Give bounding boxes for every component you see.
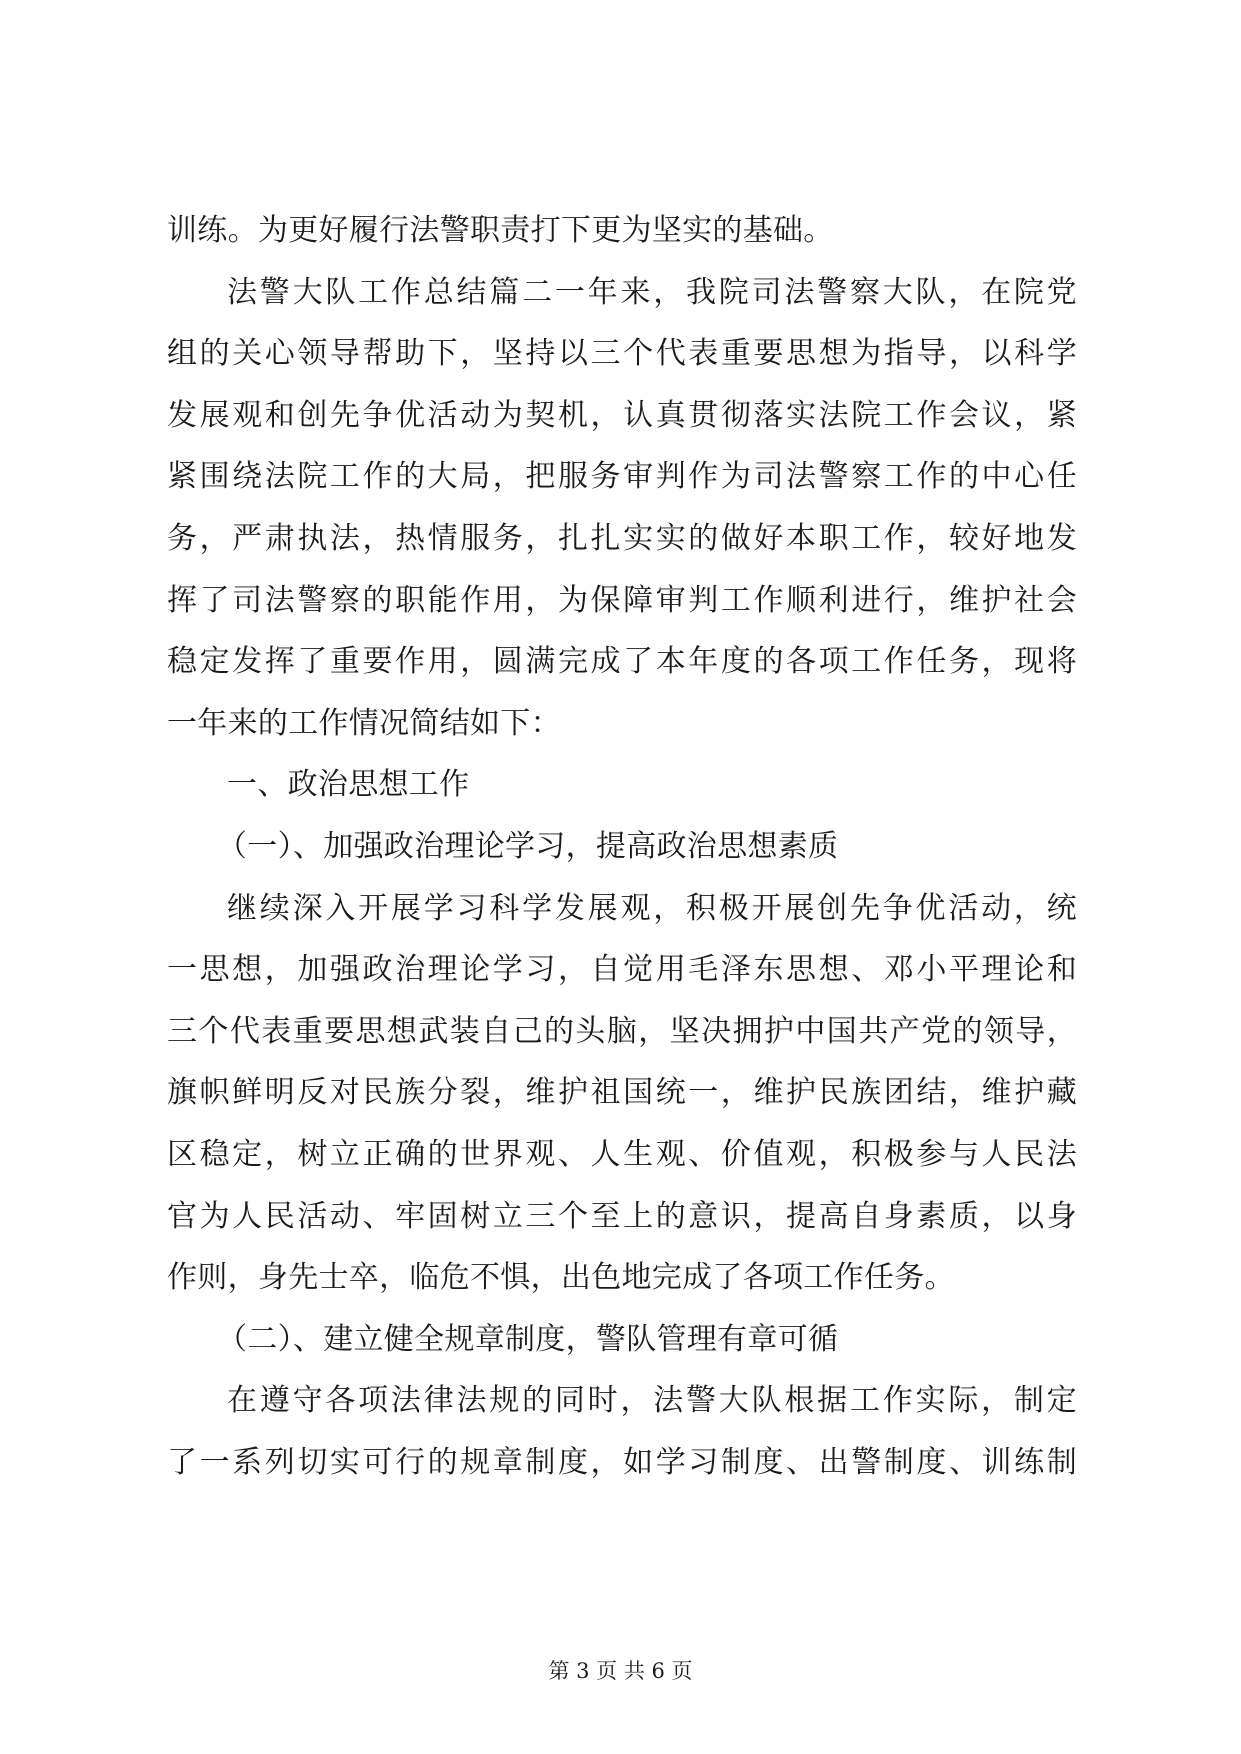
subsection-heading: （一）、加强政治理论学习，提高政治思想素质 <box>217 828 839 864</box>
paragraph-line: 务，严肃执法，热情服务，扎扎实实的做好本职工作，较好地发 <box>167 520 1077 556</box>
section-heading: 一、政治思想工作 <box>227 767 470 803</box>
paragraph-line: 继续深入开展学习科学发展观，积极开展创先争优活动，统 <box>227 890 1077 926</box>
paragraph-line: 一年来的工作情况简结如下： <box>167 705 561 741</box>
subsection-heading: （二）、建立健全规章制度，警队管理有章可循 <box>217 1321 839 1357</box>
document-body <box>167 200 1077 1493</box>
paragraph-line: 官为人民活动、牢固树立三个至上的意识，提高自身素质，以身 <box>167 1198 1077 1234</box>
paragraph-line: 旗帜鲜明反对民族分裂，维护祖国统一，维护民族团结，维护藏 <box>167 1075 1077 1111</box>
paragraph-line: 三个代表重要思想武装自己的头脑，坚决拥护中国共产党的领导， <box>167 1013 1077 1049</box>
paragraph-line: 组的关心领导帮助下，坚持以三个代表重要思想为指导，以科学 <box>167 336 1077 372</box>
paragraph-line: 了一系列切实可行的规章制度，如学习制度、出警制度、训练制 <box>167 1444 1077 1480</box>
paragraph-line: 稳定发挥了重要作用，圆满完成了本年度的各项工作任务，现将 <box>167 644 1077 680</box>
paragraph-line: 一思想，加强政治理论学习，自觉用毛泽东思想、邓小平理论和 <box>167 952 1077 988</box>
paragraph-line: 挥了司法警察的职能作用，为保障审判工作顺利进行，维护社会 <box>167 582 1077 618</box>
paragraph-line: 作则，身先士卒，临危不惧，出色地完成了各项工作任务。 <box>167 1260 955 1296</box>
paragraph-line: 发展观和创先争优活动为契机，认真贯彻落实法院工作会议，紧 <box>167 397 1077 433</box>
body-line: 训练。为更好履行法警职责打下更为坚实的基础。 <box>167 213 834 248</box>
paragraph-line: 在遵守各项法律法规的同时，法警大队根据工作实际，制定 <box>227 1383 1077 1419</box>
paragraph-line: 区稳定，树立正确的世界观、人生观、价值观，积极参与人民法 <box>167 1136 1077 1172</box>
paragraph-line: 法警大队工作总结篇二一年来，我院司法警察大队，在院党 <box>227 274 1077 310</box>
page-number-footer: 第 3 页 共 6 页 <box>548 1659 693 1683</box>
paragraph-line: 紧围绕法院工作的大局，把服务审判作为司法警察工作的中心任 <box>167 459 1077 495</box>
